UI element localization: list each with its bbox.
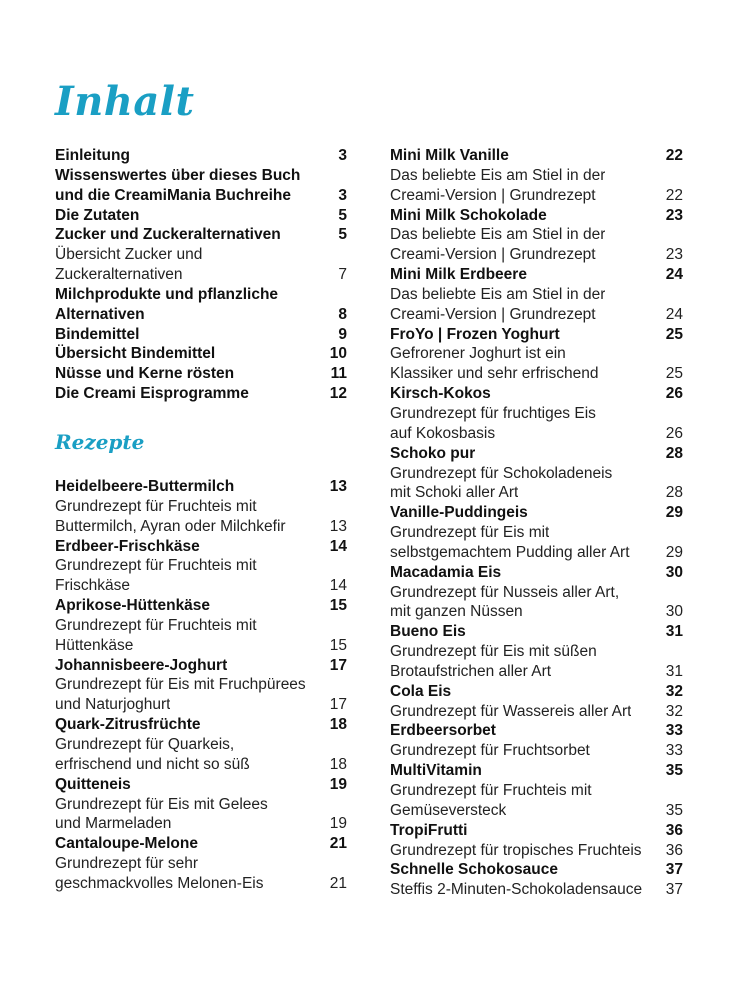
toc-page-number: 18 <box>329 716 347 734</box>
toc-page-number: 30 <box>665 603 683 621</box>
toc-entry-text: und Marmeladen <box>55 815 172 833</box>
toc-entry-description <box>390 464 683 484</box>
toc-page-number: 8 <box>338 305 347 323</box>
toc-entry-text: selbstgemachtem Pudding aller Art <box>390 543 630 561</box>
toc-entry-text: Mini Milk Vanille <box>390 147 509 164</box>
toc-entry-text: geschmackvolles Melonen-Eis <box>55 874 264 892</box>
toc-page-number: 32 <box>665 682 683 700</box>
toc-page-number: 21 <box>329 874 347 892</box>
toc-entry-description <box>390 880 683 900</box>
toc-entry-text: Zuckeralternativen <box>55 266 183 284</box>
toc-entry-description <box>390 285 683 305</box>
toc-entry-description <box>390 602 683 622</box>
toc-page-number: 3 <box>338 147 347 164</box>
toc-entry-description <box>390 583 683 603</box>
toc-page-number: 14 <box>329 537 347 555</box>
section-heading-recipes: Rezepte <box>55 430 145 454</box>
toc-entry-text: Grundrezept für Fruchtsorbet <box>390 742 590 760</box>
toc-entry-text: Frischkäse <box>55 577 130 595</box>
toc-entry-title <box>55 166 347 186</box>
page-title: Inhalt <box>55 78 195 125</box>
toc-page-number: 5 <box>338 226 347 244</box>
toc-page-number: 23 <box>665 246 683 264</box>
toc-page-number: 24 <box>665 266 683 284</box>
toc-page-number: 30 <box>665 563 683 581</box>
toc-entry-title <box>55 715 347 735</box>
toc-entry-text: Milchprodukte und pflanzliche <box>55 285 279 303</box>
toc-entry-text: Grundrezept für Nusseis aller Art, <box>390 583 620 601</box>
toc-entry-text: Übersicht Bindemittel <box>55 345 216 363</box>
toc-entry-title <box>390 384 683 404</box>
toc-entry-description <box>55 497 347 517</box>
toc-entry-text: Bindemittel <box>55 325 140 343</box>
toc-entry-text: Grundrezept für Eis mit Gelees <box>55 795 268 813</box>
toc-entry-text: Alternativen <box>55 305 145 323</box>
toc-entry-title <box>55 225 347 245</box>
toc-page-number: 22 <box>665 186 683 204</box>
toc-entry-text: Erdbeersorbet <box>390 722 496 740</box>
toc-entry-description <box>55 517 347 537</box>
toc-entry-description <box>390 483 683 503</box>
toc-entry-text: Cantaloupe-Melone <box>55 835 198 853</box>
toc-entry-text: Grundrezept für tropisches Fruchteis <box>390 841 642 859</box>
toc-entry-title <box>55 146 347 166</box>
toc-page-number: 23 <box>665 206 683 224</box>
toc-page-number: 15 <box>329 636 347 654</box>
toc-page-number: 28 <box>665 444 683 462</box>
toc-entry-title <box>390 622 683 642</box>
toc-entry-text: Erdbeer-Frischkäse <box>55 537 200 555</box>
toc-entry-text: Grundrezept für sehr <box>55 855 199 873</box>
toc-entry-description <box>55 795 347 815</box>
toc-entry-text: Die Creami Eisprogramme <box>55 385 249 403</box>
toc-entry-title <box>55 325 347 345</box>
toc-entry-title <box>55 775 347 795</box>
toc-entry-text: Grundrezept für Eis mit Fruchpürees <box>55 676 306 694</box>
toc-entry-text: Das beliebte Eis am Stiel in der <box>390 166 606 184</box>
toc-page-number: 37 <box>665 881 683 899</box>
toc-entry-title <box>390 325 683 345</box>
toc-page-number: 24 <box>665 305 683 323</box>
toc-page-number: 26 <box>665 385 683 403</box>
toc-entry-text: und Naturjoghurt <box>55 696 171 714</box>
toc-entry-text: Grundrezept für Fruchteis mit <box>55 557 257 575</box>
toc-entry-text: Cola Eis <box>390 682 452 700</box>
toc-intro-list <box>55 146 347 404</box>
toc-entry-title <box>390 761 683 781</box>
toc-entry-text: Steffis 2-Minuten-Schokoladensauce <box>390 881 643 899</box>
toc-entry-text: Creami-Version | Grundrezept <box>390 186 596 204</box>
toc-entry-description <box>390 781 683 801</box>
toc-entry-text: Mini Milk Schokolade <box>390 206 547 224</box>
toc-entry-text: Creami-Version | Grundrezept <box>390 305 596 323</box>
toc-entry-text: Grundrezept für Fruchteis mit <box>55 616 257 634</box>
toc-entry-text: Vanille-Puddingeis <box>390 504 528 522</box>
toc-entry-text: Grundrezept für Fruchteis mit <box>55 497 257 515</box>
toc-entry-description <box>390 543 683 563</box>
toc-entry-text: Grundrezept für Quarkeis, <box>55 735 235 753</box>
toc-page-number: 31 <box>665 662 683 680</box>
toc-page-number: 7 <box>338 266 347 284</box>
toc-entry-text: Creami-Version | Grundrezept <box>390 246 596 264</box>
toc-entry-title <box>55 384 347 404</box>
toc-entry-title <box>390 682 683 702</box>
toc-page-number: 17 <box>329 696 347 714</box>
toc-entry-text: Gefrorener Joghurt ist ein <box>390 345 566 363</box>
toc-page-number: 13 <box>329 478 347 495</box>
toc-entry-title <box>390 265 683 285</box>
toc-entry-text: Hüttenkäse <box>55 636 134 654</box>
toc-page-number: 17 <box>329 656 347 674</box>
toc-entry-description <box>55 556 347 576</box>
toc-entry-description <box>390 166 683 186</box>
toc-entry-title <box>55 656 347 676</box>
toc-entry-text: Bueno Eis <box>390 623 466 641</box>
toc-entry-text: erfrischend und nicht so süß <box>55 755 250 773</box>
toc-entry-title <box>55 344 347 364</box>
toc-page-number: 25 <box>665 325 683 343</box>
toc-entry-text: Aprikose-Hüttenkäse <box>55 597 211 615</box>
toc-entry-text: Klassiker und sehr erfrischend <box>390 365 599 383</box>
toc-entry-text: Übersicht Zucker und <box>55 246 203 264</box>
toc-entry-description <box>390 523 683 543</box>
toc-entry-text: Einleitung <box>55 147 130 164</box>
toc-entry-title <box>55 834 347 854</box>
toc-page-number: 35 <box>665 762 683 780</box>
toc-page-number: 21 <box>329 835 347 853</box>
toc-entry-title <box>390 563 683 583</box>
toc-entry-text: Macadamia Eis <box>390 563 502 581</box>
toc-page-number: 32 <box>665 702 683 720</box>
toc-entry-text: mit ganzen Nüssen <box>390 603 523 621</box>
toc-page-number: 15 <box>329 597 347 615</box>
toc-entry-text: Das beliebte Eis am Stiel in der <box>390 226 606 244</box>
toc-entry-title <box>55 364 347 384</box>
toc-entry-title <box>390 721 683 741</box>
toc-entry-text: und die CreamiMania Buchreihe <box>55 186 291 204</box>
toc-entry-text: Brotaufstrichen aller Art <box>390 662 552 680</box>
toc-page-number: 35 <box>665 801 683 819</box>
toc-entry-text: Kirsch-Kokos <box>390 385 491 403</box>
toc-entry-description <box>390 404 683 424</box>
toc-entry-text: Das beliebte Eis am Stiel in der <box>390 285 606 303</box>
toc-entry-title <box>55 537 347 557</box>
toc-entry-text: Schnelle Schokosauce <box>390 861 558 879</box>
toc-page-number: 12 <box>329 385 347 403</box>
toc-entry-title <box>390 503 683 523</box>
toc-entry-description <box>390 186 683 206</box>
toc-entry-text: Quark-Zitrusfrüchte <box>55 716 201 734</box>
toc-entry-text: Grundrezept für fruchtiges Eis <box>390 404 596 422</box>
toc-entry-description <box>55 755 347 775</box>
toc-page-number: 14 <box>329 577 347 595</box>
toc-page-number: 19 <box>329 815 347 833</box>
toc-entry-description <box>390 305 683 325</box>
toc-entry-description <box>390 245 683 265</box>
toc-entry-text: TropiFrutti <box>390 821 468 839</box>
toc-entry-title <box>390 146 683 166</box>
toc-entry-title <box>390 821 683 841</box>
toc-entry-text: Grundrezept für Eis mit <box>390 524 550 542</box>
toc-page-number: 37 <box>665 861 683 879</box>
toc-entry-description <box>390 424 683 444</box>
toc-entry-description <box>55 874 347 894</box>
toc-page-number: 29 <box>665 504 683 522</box>
toc-entry-title <box>390 860 683 880</box>
toc-entry-description <box>55 735 347 755</box>
toc-page-number: 19 <box>329 775 347 793</box>
toc-entry-description <box>55 616 347 636</box>
toc-entry-text: Grundrezept für Fruchteis mit <box>390 782 592 799</box>
toc-entry-description <box>55 675 347 695</box>
toc-entry-description <box>390 702 683 722</box>
toc-entry-description <box>55 695 347 715</box>
toc-entry-description <box>390 364 683 384</box>
toc-entry-description <box>55 854 347 874</box>
toc-recipes-right-list <box>390 146 683 900</box>
toc-entry-text: Mini Milk Erdbeere <box>390 266 527 284</box>
toc-entry-title <box>55 477 347 497</box>
toc-entry-text: Zucker und Zuckeralternativen <box>55 226 281 244</box>
toc-entry-text: Quitteneis <box>55 775 131 793</box>
toc-entry-title <box>55 206 347 226</box>
toc-entry-description <box>55 265 347 285</box>
toc-recipes-left-list <box>55 477 347 894</box>
toc-page-number: 5 <box>338 206 347 224</box>
toc-entry-text: Schoko pur <box>390 444 476 462</box>
toc-entry-text: mit Schoki aller Art <box>390 484 519 502</box>
toc-page-number: 26 <box>665 424 683 442</box>
toc-entry-description <box>55 636 347 656</box>
toc-entry-description <box>390 741 683 761</box>
toc-entry-text: Buttermilch, Ayran oder Milchkefir <box>55 517 286 535</box>
toc-entry-description <box>390 344 683 364</box>
toc-page-number: 31 <box>665 623 683 641</box>
toc-entry-title <box>55 305 347 325</box>
toc-page-number: 22 <box>665 147 683 164</box>
toc-entry-text: Heidelbeere-Buttermilch <box>55 478 235 495</box>
toc-entry-title <box>390 206 683 226</box>
toc-entry-description <box>390 841 683 861</box>
toc-entry-text: Grundrezept für Wassereis aller Art <box>390 702 632 720</box>
toc-page-number: 36 <box>665 821 683 839</box>
toc-page-number: 3 <box>338 186 347 204</box>
toc-page-number: 25 <box>665 365 683 383</box>
toc-page-number: 29 <box>665 543 683 561</box>
toc-entry-text: auf Kokosbasis <box>390 424 496 442</box>
toc-entry-text: MultiVitamin <box>390 762 482 780</box>
toc-entry-text: FroYo | Frozen Yoghurt <box>390 325 560 343</box>
toc-page-number: 18 <box>329 755 347 773</box>
toc-entry-text: Johannisbeere-Joghurt <box>55 656 228 674</box>
toc-entry-description <box>55 245 347 265</box>
toc-entry-text: Grundrezept für Eis mit süßen <box>390 643 597 661</box>
toc-entry-description <box>390 225 683 245</box>
toc-entry-text: Grundrezept für Schokoladeneis <box>390 464 613 482</box>
toc-entry-title <box>55 285 347 305</box>
toc-entry-description <box>390 662 683 682</box>
toc-entry-text: Wissenswertes über dieses Buch <box>55 166 301 184</box>
toc-entry-description <box>55 576 347 596</box>
toc-entry-text: Die Zutaten <box>55 206 140 224</box>
toc-page-number: 11 <box>330 365 347 383</box>
toc-entry-text: Nüsse und Kerne rösten <box>55 365 235 383</box>
toc-entry-title <box>390 444 683 464</box>
toc-entry-text: Gemüseversteck <box>390 801 507 819</box>
toc-entry-description <box>390 642 683 662</box>
toc-page-number: 10 <box>329 345 347 363</box>
toc-entry-title <box>55 596 347 616</box>
toc-page-number: 33 <box>665 742 683 760</box>
toc-page-number: 9 <box>338 325 347 343</box>
toc-page-number: 13 <box>329 517 347 535</box>
toc-entry-description <box>55 814 347 834</box>
toc-page-number: 28 <box>665 484 683 502</box>
toc-page-number: 33 <box>665 722 683 740</box>
toc-entry-description <box>390 801 683 821</box>
toc-page-number: 36 <box>665 841 683 859</box>
toc-entry-title <box>55 186 347 206</box>
